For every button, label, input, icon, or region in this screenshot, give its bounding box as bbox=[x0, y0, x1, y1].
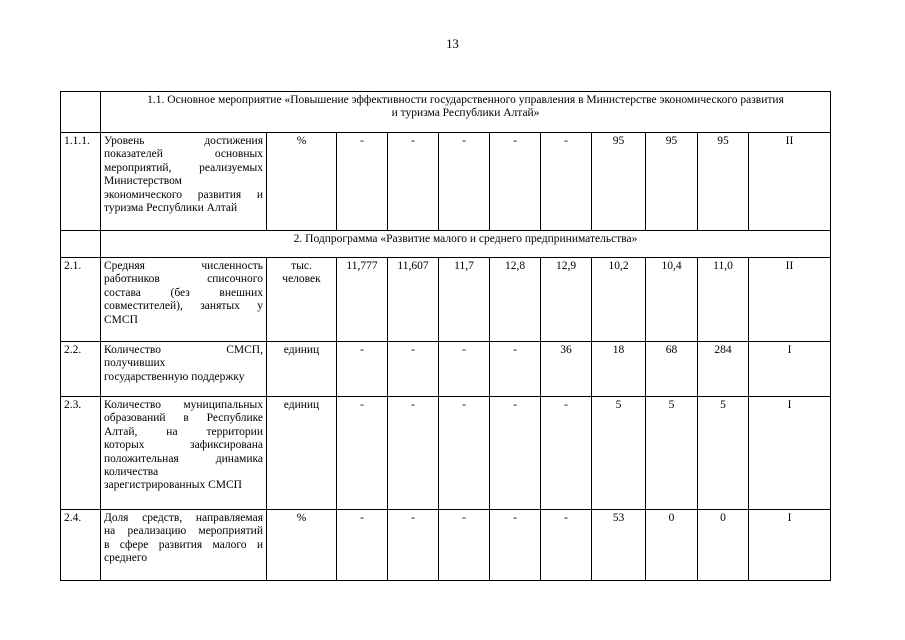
value-cell: 12,9 bbox=[541, 258, 592, 342]
section-title-line: 1.1. Основное мероприятие «Повышение эффективности государственного управления в Министерстве экономического развития bbox=[147, 94, 784, 106]
value-cell: 0 bbox=[698, 510, 749, 581]
value-cell: 5 bbox=[592, 397, 646, 510]
row-number: 2.2. bbox=[61, 342, 101, 397]
indicator-name-line: получивших bbox=[104, 357, 166, 370]
unit-cell: % bbox=[267, 510, 337, 581]
type-cell: I bbox=[749, 342, 831, 397]
unit-cell: единиц bbox=[267, 342, 337, 397]
indicator-name bbox=[101, 258, 267, 342]
section-row bbox=[61, 92, 831, 133]
value-cell: - bbox=[439, 510, 490, 581]
indicator-name-line: Количество СМСП, bbox=[104, 344, 263, 356]
table-row bbox=[61, 397, 831, 510]
value-cell: - bbox=[337, 510, 388, 581]
value-cell: - bbox=[541, 397, 592, 510]
value-cell: 10,2 bbox=[592, 258, 646, 342]
unit-line: человек bbox=[282, 273, 321, 286]
value-cell: - bbox=[490, 397, 541, 510]
value-cell: 5 bbox=[698, 397, 749, 510]
table-cell-empty bbox=[61, 231, 101, 258]
table-row bbox=[61, 133, 831, 231]
value-cell: 53 bbox=[592, 510, 646, 581]
value-cell: - bbox=[337, 397, 388, 510]
value-cell: 11,7 bbox=[439, 258, 490, 342]
value-cell: 10,4 bbox=[646, 258, 698, 342]
indicator-name bbox=[101, 510, 267, 581]
indicator-name-line: которых зафиксирована bbox=[104, 439, 263, 452]
type-cell: I bbox=[749, 510, 831, 581]
indicator-name-line: состава (без внешних bbox=[104, 286, 263, 299]
indicator-name-line: Доля средств, направляемая bbox=[104, 512, 263, 524]
section-title: 2. Подпрограмма «Развитие малого и среднего предпринимательства» bbox=[101, 231, 831, 258]
value-cell: 95 bbox=[592, 133, 646, 231]
indicator-name-line: туризма Республики Алтай bbox=[104, 202, 238, 215]
type-cell: II bbox=[749, 133, 831, 231]
table-row bbox=[61, 342, 831, 397]
indicator-name-line: на реализацию мероприятий bbox=[104, 525, 263, 538]
section-title-line: и туризма Республики Алтай» bbox=[391, 107, 540, 120]
row-number: 2.1. bbox=[61, 258, 101, 342]
value-cell: - bbox=[541, 510, 592, 581]
indicator-name bbox=[101, 342, 267, 397]
table-row bbox=[61, 510, 831, 581]
value-cell: - bbox=[388, 397, 439, 510]
indicator-name-line: Средняя численность bbox=[104, 260, 263, 272]
value-cell: - bbox=[388, 342, 439, 397]
indicator-name-line: совместителей), занятых у bbox=[104, 300, 263, 313]
unit-cell: единиц bbox=[267, 397, 337, 510]
indicator-name-line: показателей основных bbox=[104, 148, 263, 161]
value-cell: - bbox=[388, 510, 439, 581]
indicator-name-line: положительная динамика bbox=[104, 452, 263, 465]
section-row bbox=[61, 231, 831, 258]
row-number: 2.3. bbox=[61, 397, 101, 510]
indicator-name-line: образований в Республике bbox=[104, 412, 263, 425]
indicator-name-line: зарегистрированных СМСП bbox=[104, 479, 242, 492]
unit-line: тыс. bbox=[291, 260, 312, 272]
value-cell: 11,607 bbox=[388, 258, 439, 342]
type-cell: II bbox=[749, 258, 831, 342]
value-cell: 95 bbox=[698, 133, 749, 231]
row-number: 1.1.1. bbox=[61, 133, 101, 231]
indicator-name bbox=[101, 397, 267, 510]
value-cell: - bbox=[337, 342, 388, 397]
page-number: 13 bbox=[446, 37, 459, 51]
indicator-name-line: мероприятий, реализуемых bbox=[104, 161, 263, 174]
indicator-name-line: Алтай, на территории bbox=[104, 425, 263, 438]
value-cell: - bbox=[439, 133, 490, 231]
value-cell: - bbox=[490, 133, 541, 231]
value-cell: 95 bbox=[646, 133, 698, 231]
value-cell: 5 bbox=[646, 397, 698, 510]
type-cell: I bbox=[749, 397, 831, 510]
value-cell: 11,777 bbox=[337, 258, 388, 342]
indicator-name-line: Министерством bbox=[104, 175, 182, 188]
value-cell: 68 bbox=[646, 342, 698, 397]
indicator-name-line: Количество муниципальных bbox=[104, 399, 263, 411]
indicator-name-line: СМСП bbox=[104, 313, 138, 326]
value-cell: - bbox=[439, 397, 490, 510]
indicator-name-line: экономического развития и bbox=[104, 188, 263, 201]
indicators-table bbox=[60, 91, 831, 581]
value-cell: 11,0 bbox=[698, 258, 749, 342]
row-number: 2.4. bbox=[61, 510, 101, 581]
indicator-name-line: государственную поддержку bbox=[104, 370, 245, 383]
section-title bbox=[101, 92, 831, 133]
value-cell: - bbox=[490, 510, 541, 581]
indicator-name-line: количества bbox=[104, 466, 159, 479]
value-cell: - bbox=[541, 133, 592, 231]
value-cell: - bbox=[490, 342, 541, 397]
value-cell: 0 bbox=[646, 510, 698, 581]
unit-cell: % bbox=[267, 133, 337, 231]
value-cell: - bbox=[388, 133, 439, 231]
unit-cell bbox=[267, 258, 337, 342]
value-cell: 36 bbox=[541, 342, 592, 397]
indicator-name-line: в сфере развития малого и bbox=[104, 538, 263, 551]
table-row bbox=[61, 258, 831, 342]
indicator-name-line: работников списочного bbox=[104, 273, 263, 286]
indicator-name-line: среднего bbox=[104, 552, 148, 565]
value-cell: - bbox=[337, 133, 388, 231]
value-cell: - bbox=[439, 342, 490, 397]
indicator-name bbox=[101, 133, 267, 231]
value-cell: 284 bbox=[698, 342, 749, 397]
value-cell: 18 bbox=[592, 342, 646, 397]
value-cell: 12,8 bbox=[490, 258, 541, 342]
indicator-name-line: Уровень достижения bbox=[104, 135, 263, 147]
table-cell-empty bbox=[61, 92, 101, 133]
